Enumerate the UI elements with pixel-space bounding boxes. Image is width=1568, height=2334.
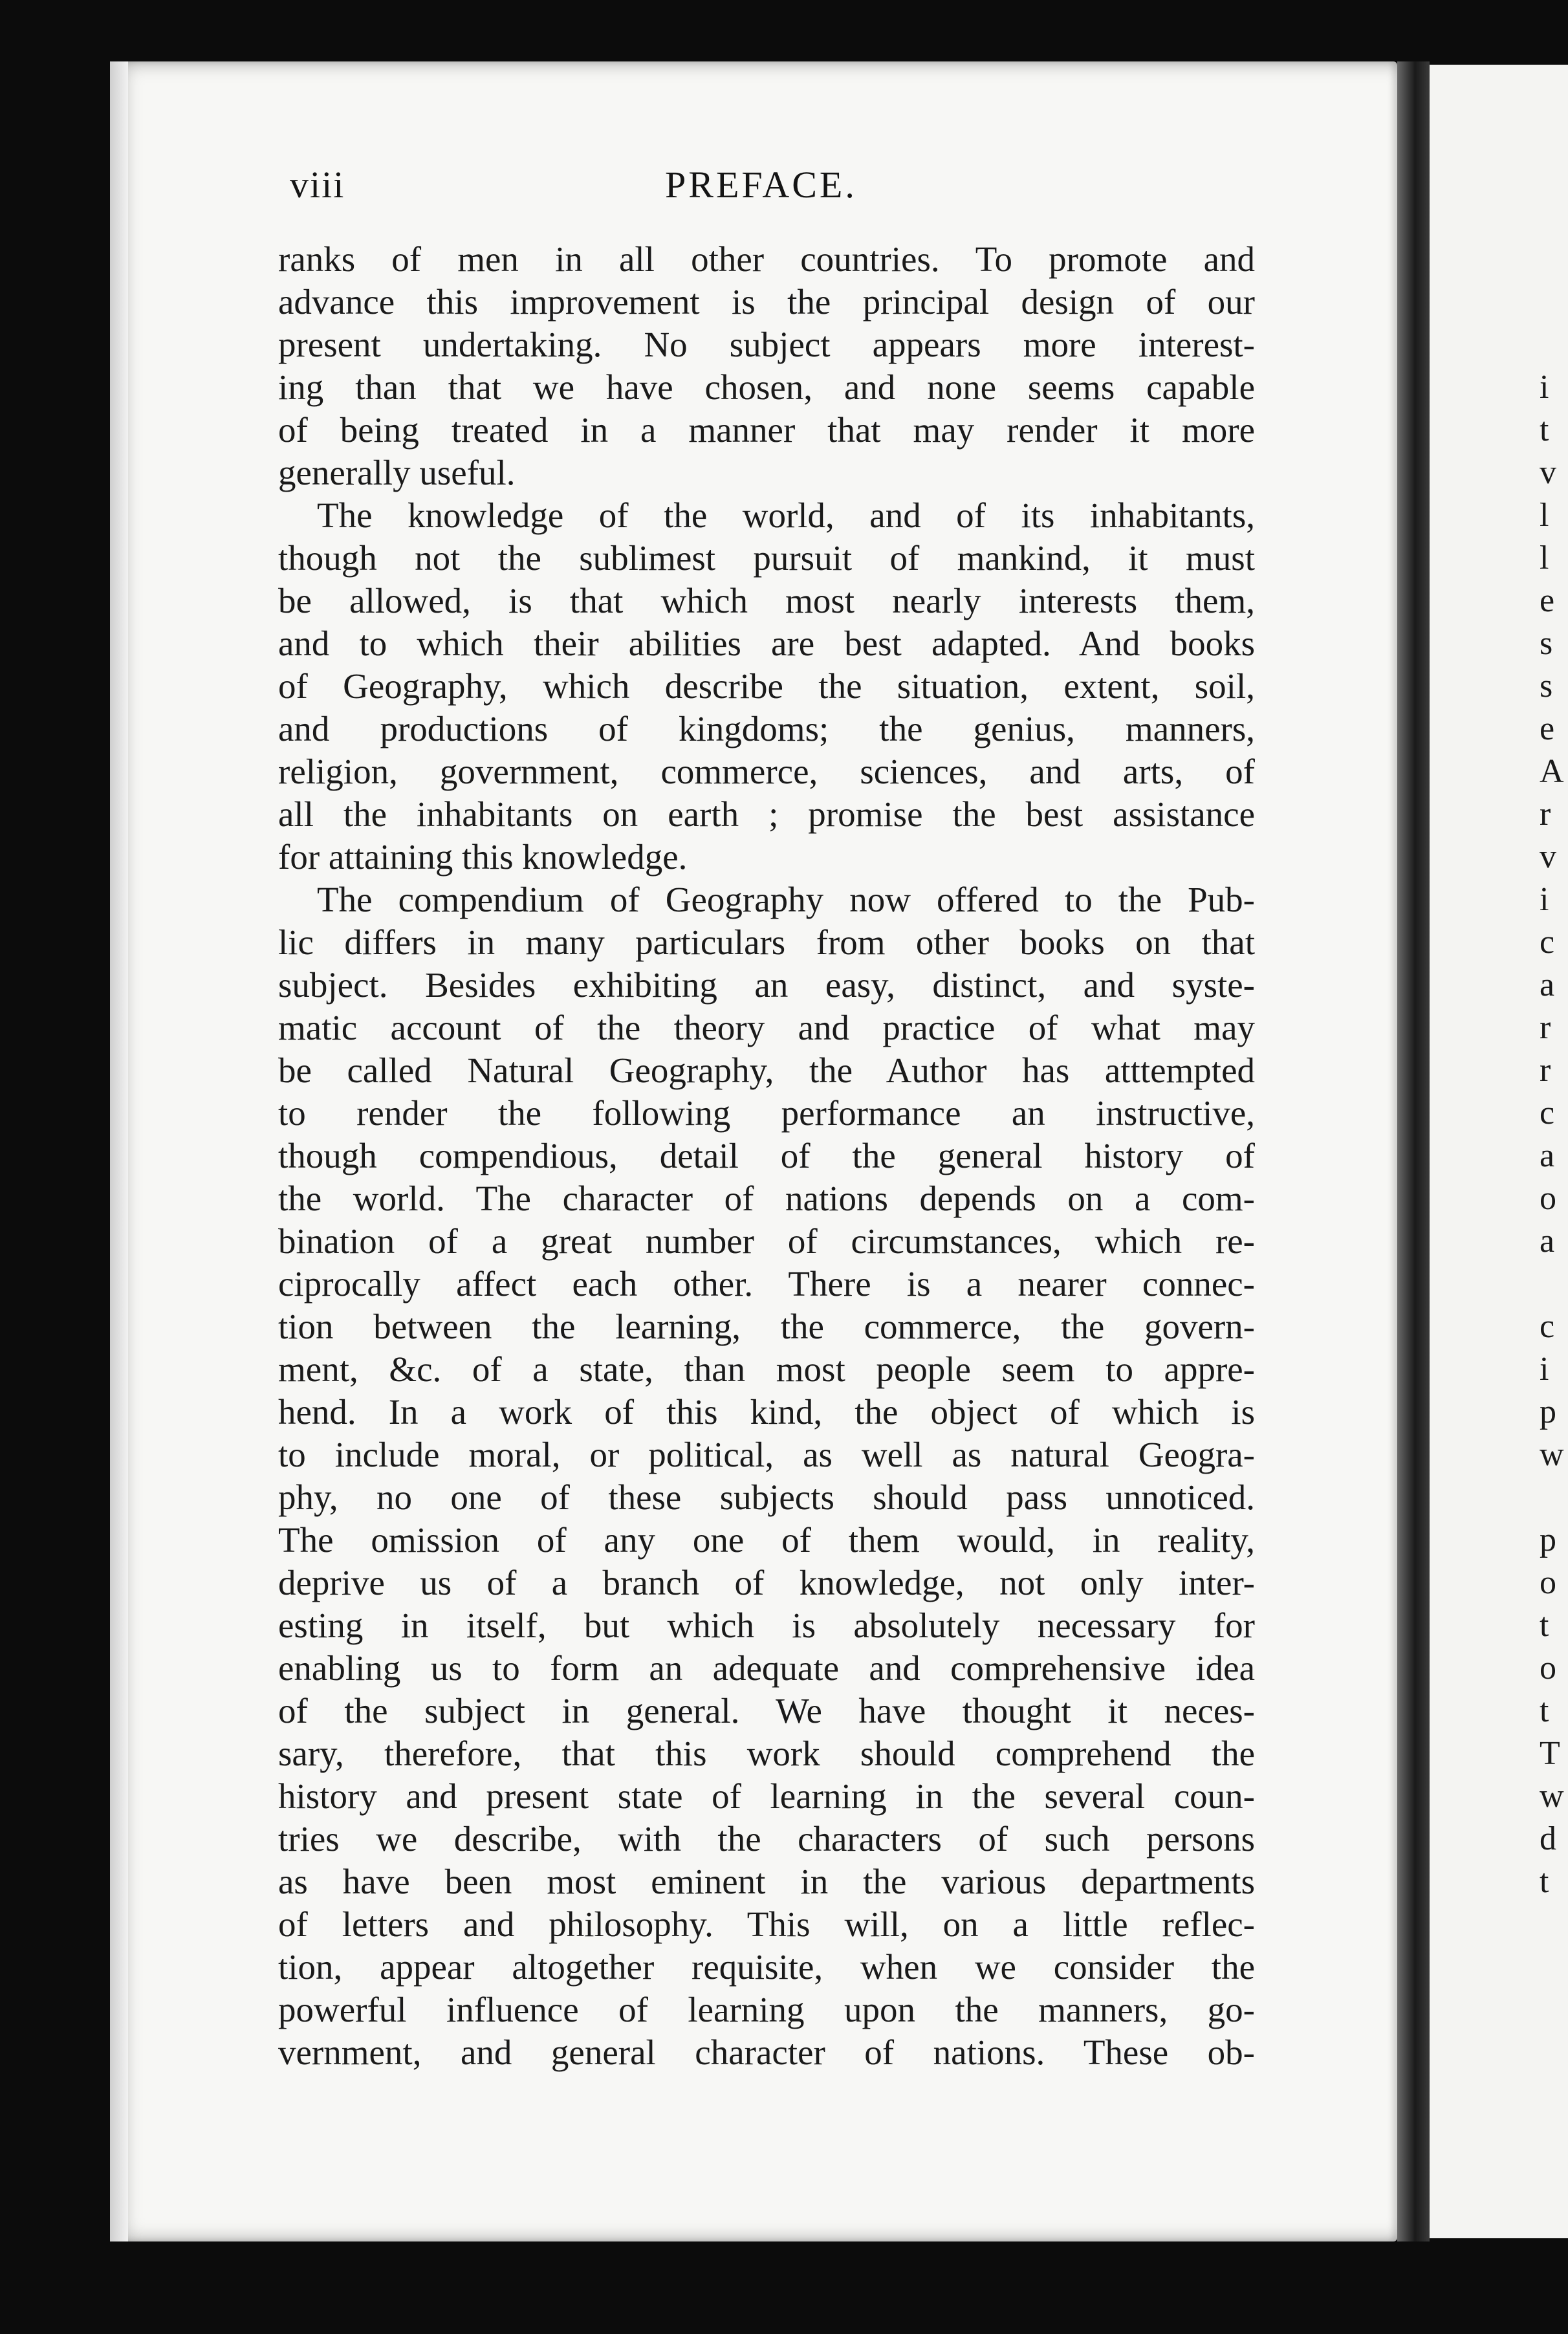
facing-page-fragment: l bbox=[1540, 540, 1549, 576]
text-line: generally useful. bbox=[278, 453, 516, 492]
text-line: to render the following performance an instructive, bbox=[278, 1093, 1255, 1133]
text-line: enabling us to form an adequate and comprehensive idea bbox=[278, 1648, 1255, 1688]
facing-page-fragment: t bbox=[1540, 1692, 1549, 1729]
facing-page-fragment: e bbox=[1540, 710, 1555, 747]
facing-page-fragment: t bbox=[1540, 1863, 1549, 1900]
facing-page-fragment: a bbox=[1540, 1137, 1555, 1174]
text-line: hend. In a work of this kind, the object of which is bbox=[278, 1392, 1255, 1432]
text-line: phy, no one of these subjects should pass unnoticed. bbox=[278, 1478, 1255, 1517]
facing-page-fragment: e bbox=[1540, 582, 1555, 619]
text-line: The knowledge of the world, and of its inhabitants, bbox=[317, 496, 1255, 535]
text-line: tries we describe, with the characters of such persons bbox=[278, 1819, 1255, 1859]
facing-page-fragment: A bbox=[1540, 753, 1564, 790]
facing-page-fragment: r bbox=[1540, 1009, 1551, 1046]
text-line: advance this improvement is the principal design of our bbox=[278, 282, 1255, 322]
text-line: and productions of kingdoms; the genius, manners, bbox=[278, 709, 1255, 748]
facing-page-fragment: i bbox=[1540, 881, 1549, 918]
facing-page-fragment: v bbox=[1540, 454, 1556, 491]
facing-page-fragment: o bbox=[1540, 1564, 1556, 1601]
facing-page-fragment: d bbox=[1540, 1820, 1556, 1857]
facing-page-fragment bbox=[1540, 1476, 1568, 1519]
text-line: religion, government, commerce, sciences, and arts, of bbox=[278, 752, 1255, 791]
text-line: as have been most eminent in the various departments bbox=[278, 1862, 1255, 1901]
facing-page-fragment bbox=[1540, 281, 1568, 323]
text-line: the world. The character of nations depends on a com- bbox=[278, 1179, 1255, 1218]
text-line: for attaining this knowledge. bbox=[278, 837, 688, 877]
text-line: all the inhabitants on earth ; promise the best assistance bbox=[278, 794, 1255, 834]
text-line: The compendium of Geography now offered to the Pub- bbox=[317, 880, 1255, 919]
facing-page-fragment: t bbox=[1540, 411, 1549, 448]
facing-page-fragment: c bbox=[1540, 1095, 1555, 1131]
text-line: matic account of the theory and practice of what may bbox=[278, 1008, 1255, 1047]
text-line: lic differs in many particulars from other books on that bbox=[278, 922, 1255, 962]
facing-page-fragment: r bbox=[1540, 1052, 1551, 1089]
body-text bbox=[278, 238, 1255, 2074]
text-line: of Geography, which describe the situation, extent, soil, bbox=[278, 666, 1255, 706]
text-line: ranks of men in all other countries. To promote and bbox=[278, 239, 1255, 279]
facing-page-fragment bbox=[1540, 1263, 1568, 1305]
running-title: PREFACE. bbox=[665, 164, 857, 206]
facing-page-fragment: o bbox=[1540, 1650, 1556, 1686]
text-line: deprive us of a branch of knowledge, not only inter- bbox=[278, 1563, 1255, 1602]
facing-page-text-fragments bbox=[1540, 238, 1568, 1903]
facing-page-fragment bbox=[1540, 238, 1568, 281]
text-line: though compendious, detail of the general history of bbox=[278, 1136, 1255, 1175]
text-line: bination of a great number of circumstances, which re- bbox=[278, 1221, 1255, 1261]
facing-page-fragment: v bbox=[1540, 838, 1556, 875]
facing-page-fragment: a bbox=[1540, 1223, 1555, 1260]
facing-page-fragment: c bbox=[1540, 1308, 1555, 1345]
facing-page-fragment: i bbox=[1540, 1351, 1549, 1388]
text-line: ciprocally affect each other. There is a nearer connec- bbox=[278, 1264, 1255, 1303]
text-line: of letters and philosophy. This will, on a little reflec- bbox=[278, 1904, 1255, 1944]
facing-page-fragment: p bbox=[1540, 1521, 1556, 1558]
facing-page-fragment: s bbox=[1540, 668, 1553, 704]
facing-page-fragment: r bbox=[1540, 796, 1551, 833]
facing-page-fragment: p bbox=[1540, 1393, 1556, 1430]
facing-page-fragment: s bbox=[1540, 625, 1553, 662]
text-line: The omission of any one of them would, in reality, bbox=[278, 1520, 1255, 1560]
text-line: tion, appear altogether requisite, when we consider the bbox=[278, 1947, 1255, 1987]
text-line: be called Natural Geography, the Author has atttempted bbox=[278, 1051, 1255, 1090]
text-line: subject. Besides exhibiting an easy, distinct, and syste- bbox=[278, 965, 1255, 1005]
text-line: though not the sublimest pursuit of mankind, it must bbox=[278, 538, 1255, 578]
left-page-edge bbox=[110, 61, 128, 2241]
facing-page-fragment: w bbox=[1540, 1778, 1564, 1815]
text-line: of being treated in a manner that may render it more bbox=[278, 410, 1255, 450]
text-line: to include moral, or political, as well as natural Geogra- bbox=[278, 1435, 1255, 1474]
text-line: be allowed, is that which most nearly interests them, bbox=[278, 581, 1255, 620]
facing-page-fragment: c bbox=[1540, 924, 1555, 961]
facing-page-fragment: w bbox=[1540, 1436, 1564, 1473]
facing-page-fragment: t bbox=[1540, 1607, 1549, 1644]
text-line: present undertaking. No subject appears more interest- bbox=[278, 325, 1255, 364]
text-line: and to which their abilities are best adapted. And books bbox=[278, 624, 1255, 663]
running-head bbox=[290, 163, 1254, 215]
text-line: of the subject in general. We have thought it neces- bbox=[278, 1691, 1255, 1730]
text-line: ment, &c. of a state, than most people seem to appre- bbox=[278, 1349, 1255, 1389]
text-line: powerful influence of learning upon the manners, go- bbox=[278, 1990, 1255, 2029]
text-line: vernment, and general character of nations. These ob- bbox=[278, 2033, 1255, 2072]
facing-page-fragment: l bbox=[1540, 497, 1549, 534]
facing-page-fragment: i bbox=[1540, 369, 1549, 406]
text-line: history and present state of learning in the several coun- bbox=[278, 1776, 1255, 1816]
text-line: ing than that we have chosen, and none seems capable bbox=[278, 367, 1255, 407]
text-line: esting in itself, but which is absolutely necessary for bbox=[278, 1606, 1255, 1645]
text-line: sary, therefore, that this work should comprehend the bbox=[278, 1734, 1255, 1773]
facing-page-fragment bbox=[1540, 323, 1568, 366]
facing-page-fragment: a bbox=[1540, 966, 1555, 1003]
text-line: tion between the learning, the commerce, the govern- bbox=[278, 1307, 1255, 1346]
facing-page-fragment: T bbox=[1540, 1735, 1560, 1772]
page-number: viii bbox=[290, 164, 345, 206]
facing-page-fragment: o bbox=[1540, 1180, 1556, 1217]
book-gutter bbox=[1397, 61, 1430, 2241]
